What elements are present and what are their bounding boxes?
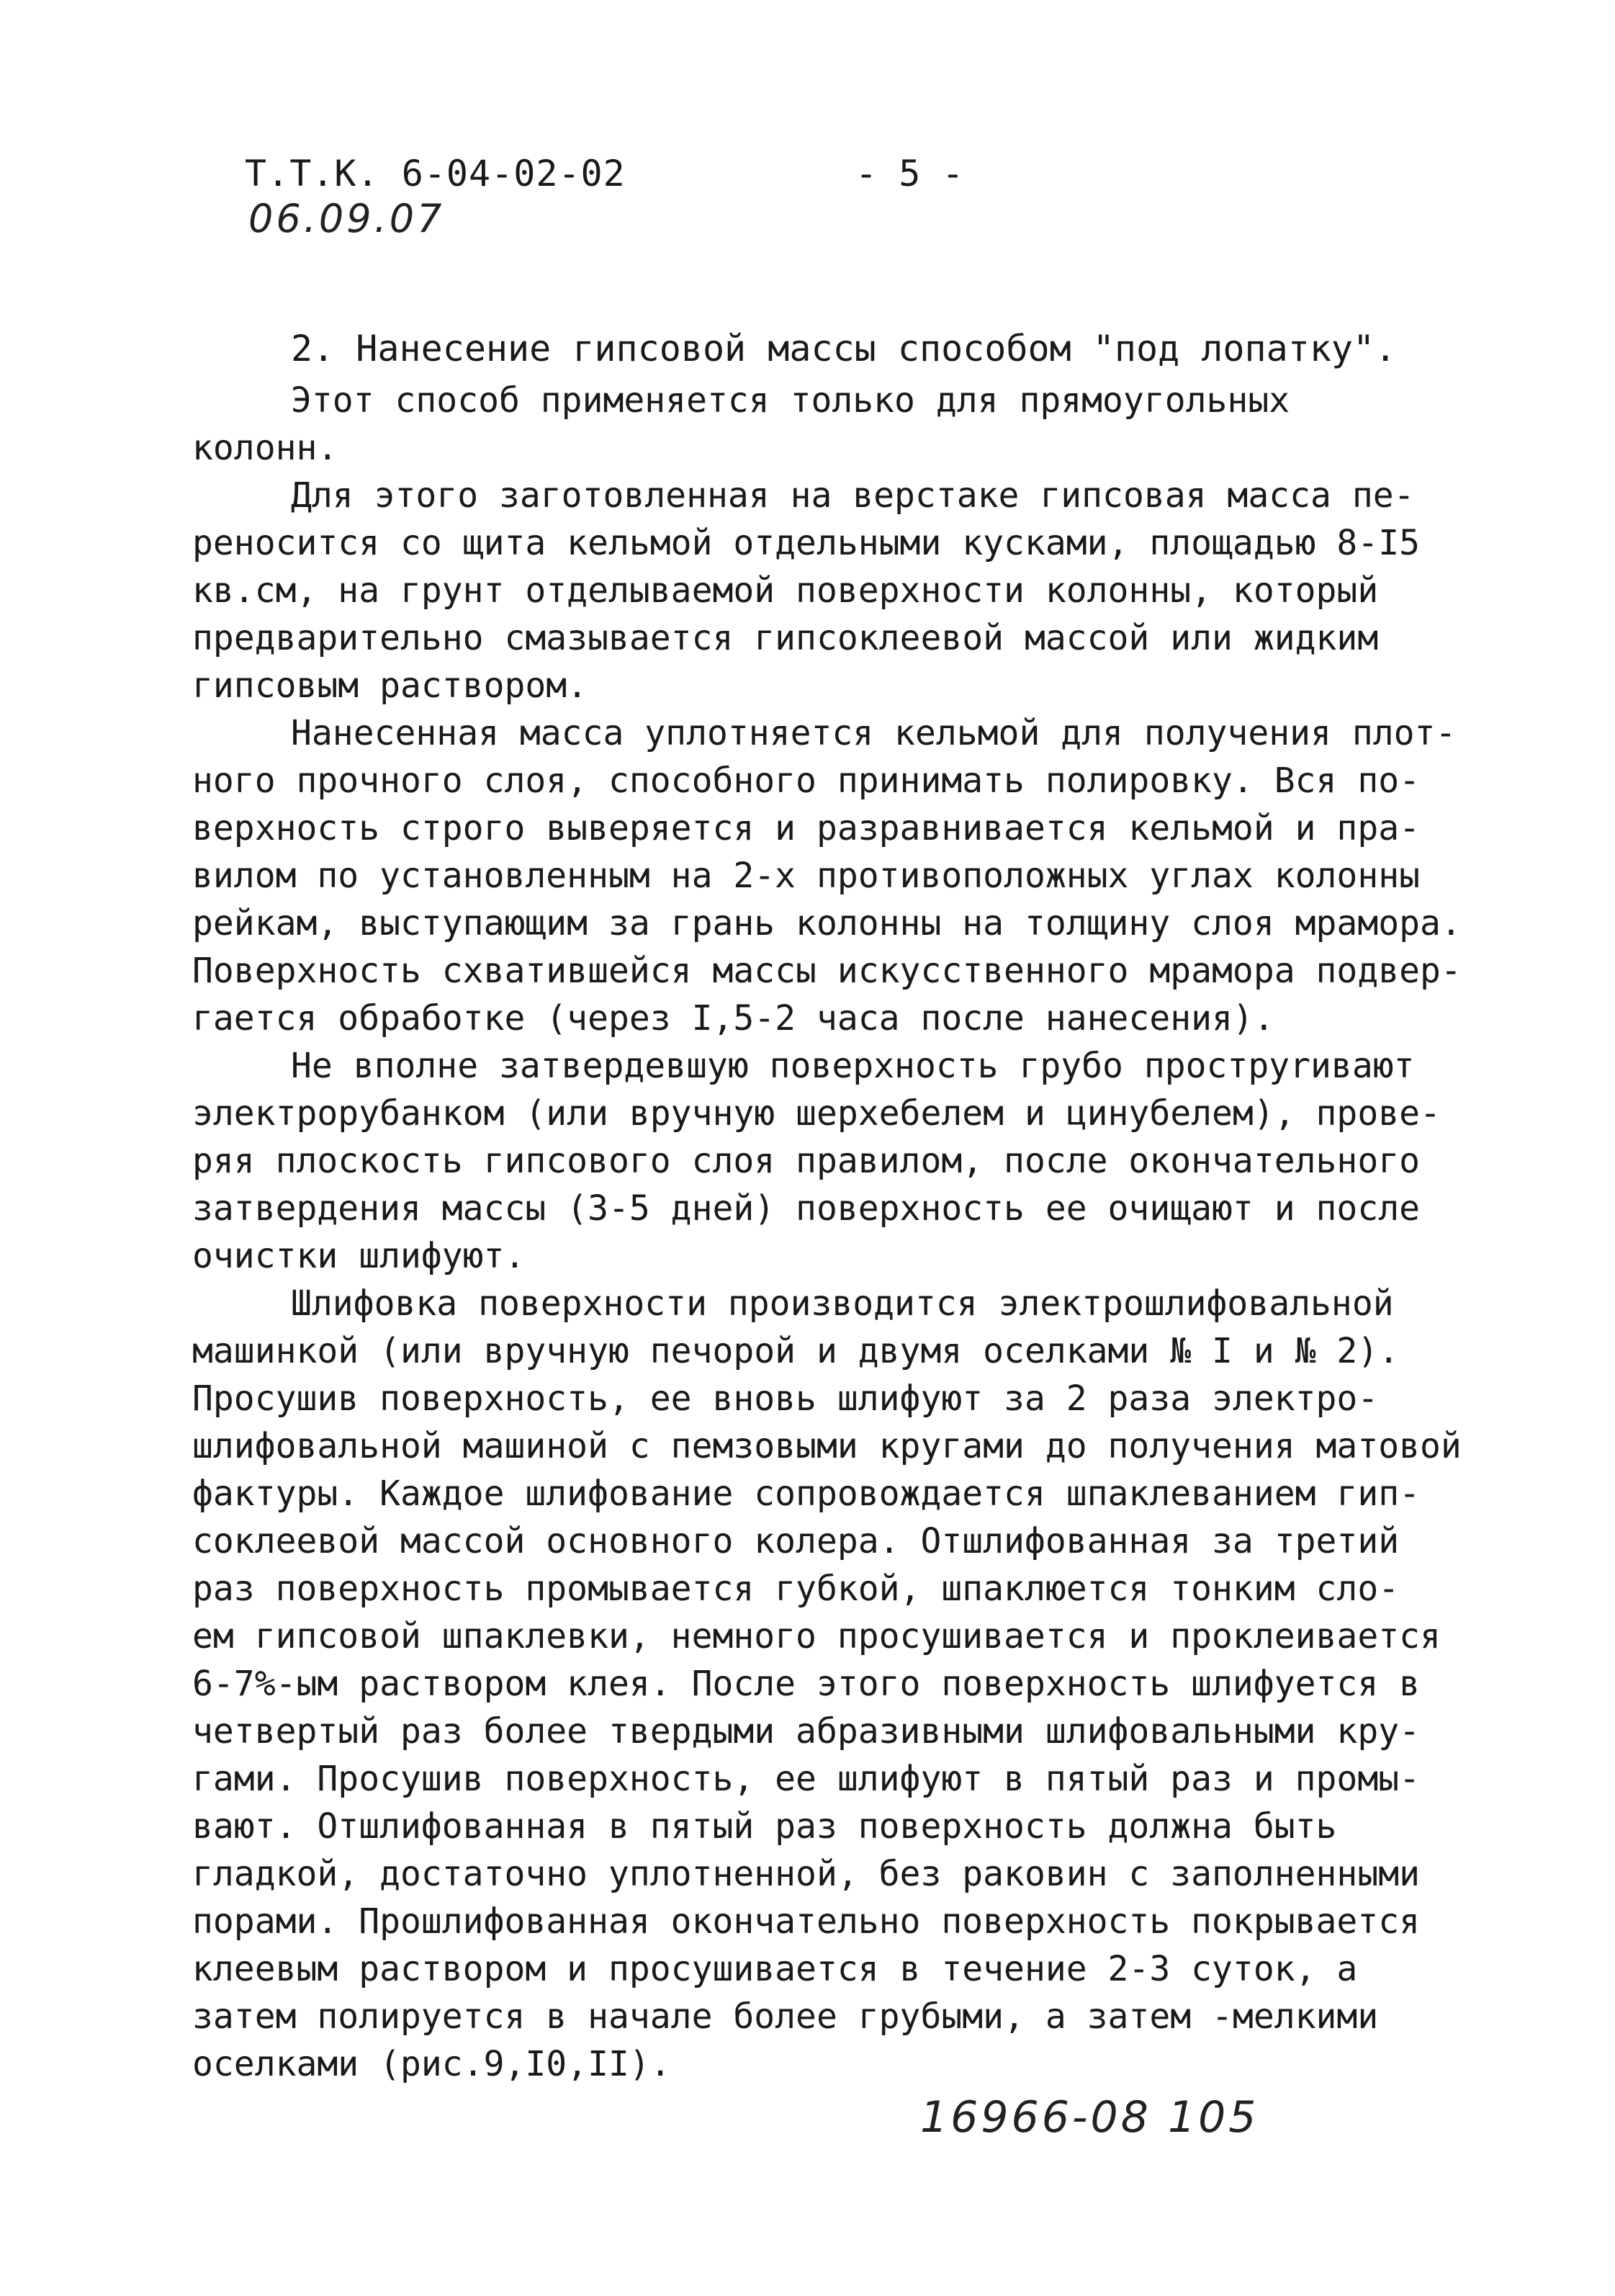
- text-line: 6-7%-ым раствором клея. После этого поверхность шлифуется в: [192, 1664, 1421, 1704]
- text-line: Для этого заготовленная на верстаке гипсовая масса пе-: [291, 475, 1415, 516]
- text-line: гладкой, достаточно уплотненной, без раковин с заполненными: [192, 1854, 1421, 1894]
- text-line: клеевым раствором и просушивается в течение 2-3 суток, а: [192, 1949, 1358, 1989]
- section-heading: 2. Нанесение гипсовой массы способом "под лопатку".: [291, 328, 1397, 369]
- text-line: оселками (рис.9,I0,II).: [192, 2044, 671, 2084]
- text-line: Просушив поверхность, ее вновь шлифуют за 2 раза электро-: [192, 1378, 1379, 1419]
- text-line: затем полируется в начале более грубыми, а затем -мелкими: [192, 1996, 1379, 2037]
- text-line: четвертый раз более твердыми абразивными шлифовальными кру-: [192, 1711, 1421, 1752]
- text-line: шлифовальной машиной с пемзовыми кругами до получения матовой: [192, 1426, 1462, 1466]
- text-line: предварительно смазывается гипсоклеевой массой или жидким: [192, 618, 1379, 658]
- text-line: гается обработке (через I,5-2 часа после нанесения).: [192, 998, 1274, 1039]
- text-line: машинкой (или вручную печорой и двумя оселками № I и № 2).: [192, 1331, 1400, 1371]
- text-line: очистки шлифуют.: [192, 1236, 526, 1276]
- text-line: раз поверхность промывается губкой, шпаклюется тонким сло-: [192, 1569, 1400, 1609]
- text-line: порами. Прошлифованная окончательно поверхность покрывается: [192, 1901, 1421, 1942]
- text-line: рейкам, выступающим за грань колонны на толщину слоя мрамора.: [192, 903, 1462, 943]
- text-line: ем гипсовой шпаклевки, немного просушивается и проклеивается: [192, 1616, 1441, 1656]
- text-line: колонн.: [192, 428, 338, 468]
- text-line: Не вполне затвердевшую поверхность грубо проструrивают: [291, 1046, 1415, 1086]
- text-line: затвердения массы (3-5 дней) поверхность ее очищают и после: [192, 1188, 1421, 1229]
- handwritten-document-number: 16966-08 105: [920, 2092, 1259, 2143]
- document-code: Т.Т.К. 6-04-02-02: [245, 153, 626, 194]
- text-line: ряя плоскость гипсового слоя правилом, после окончательного: [192, 1141, 1421, 1181]
- text-line: вилом по установленным на 2-х противоположных углах колонны: [192, 856, 1421, 896]
- body-text: [192, 377, 1462, 2088]
- text-line: Нанесенная масса уплотняется кельмой для получения плот-: [291, 713, 1457, 753]
- text-line: Шлифовка поверхности производится электрошлифовальной: [291, 1283, 1394, 1324]
- text-line: Этот способ применяется только для прямоугольных: [291, 380, 1290, 421]
- text-line: электрорубанком (или вручную шерхебелем и цинубелем), прове-: [192, 1093, 1441, 1134]
- text-line: верхность строго выверяется и разравнивается кельмой и пра-: [192, 808, 1421, 848]
- handwritten-date: 06.09.07: [248, 196, 445, 241]
- text-line: гами. Просушив поверхность, ее шлифуют в пятый раз и промы-: [192, 1759, 1421, 1799]
- text-line: Поверхность схватившейся массы искусственного мрамора подвер-: [192, 951, 1462, 991]
- page-number: - 5 -: [855, 153, 964, 194]
- text-line: ного прочного слоя, способного принимать полировку. Вся по-: [192, 761, 1421, 801]
- text-line: гипсовым раствором.: [192, 665, 588, 706]
- text-line: кв.см, на грунт отделываемой поверхности колонны, который: [192, 570, 1379, 611]
- text-line: соклеевой массой основного колера. Отшлифованная за третий: [192, 1521, 1400, 1561]
- text-line: реносится со щита кельмой отдельными кусками, площадью 8-I5: [192, 523, 1421, 563]
- text-line: вают. Отшлифованная в пятый раз поверхность должна быть: [192, 1806, 1337, 1847]
- text-line: фактуры. Каждое шлифование сопровождается шпаклеванием гип-: [192, 1474, 1421, 1514]
